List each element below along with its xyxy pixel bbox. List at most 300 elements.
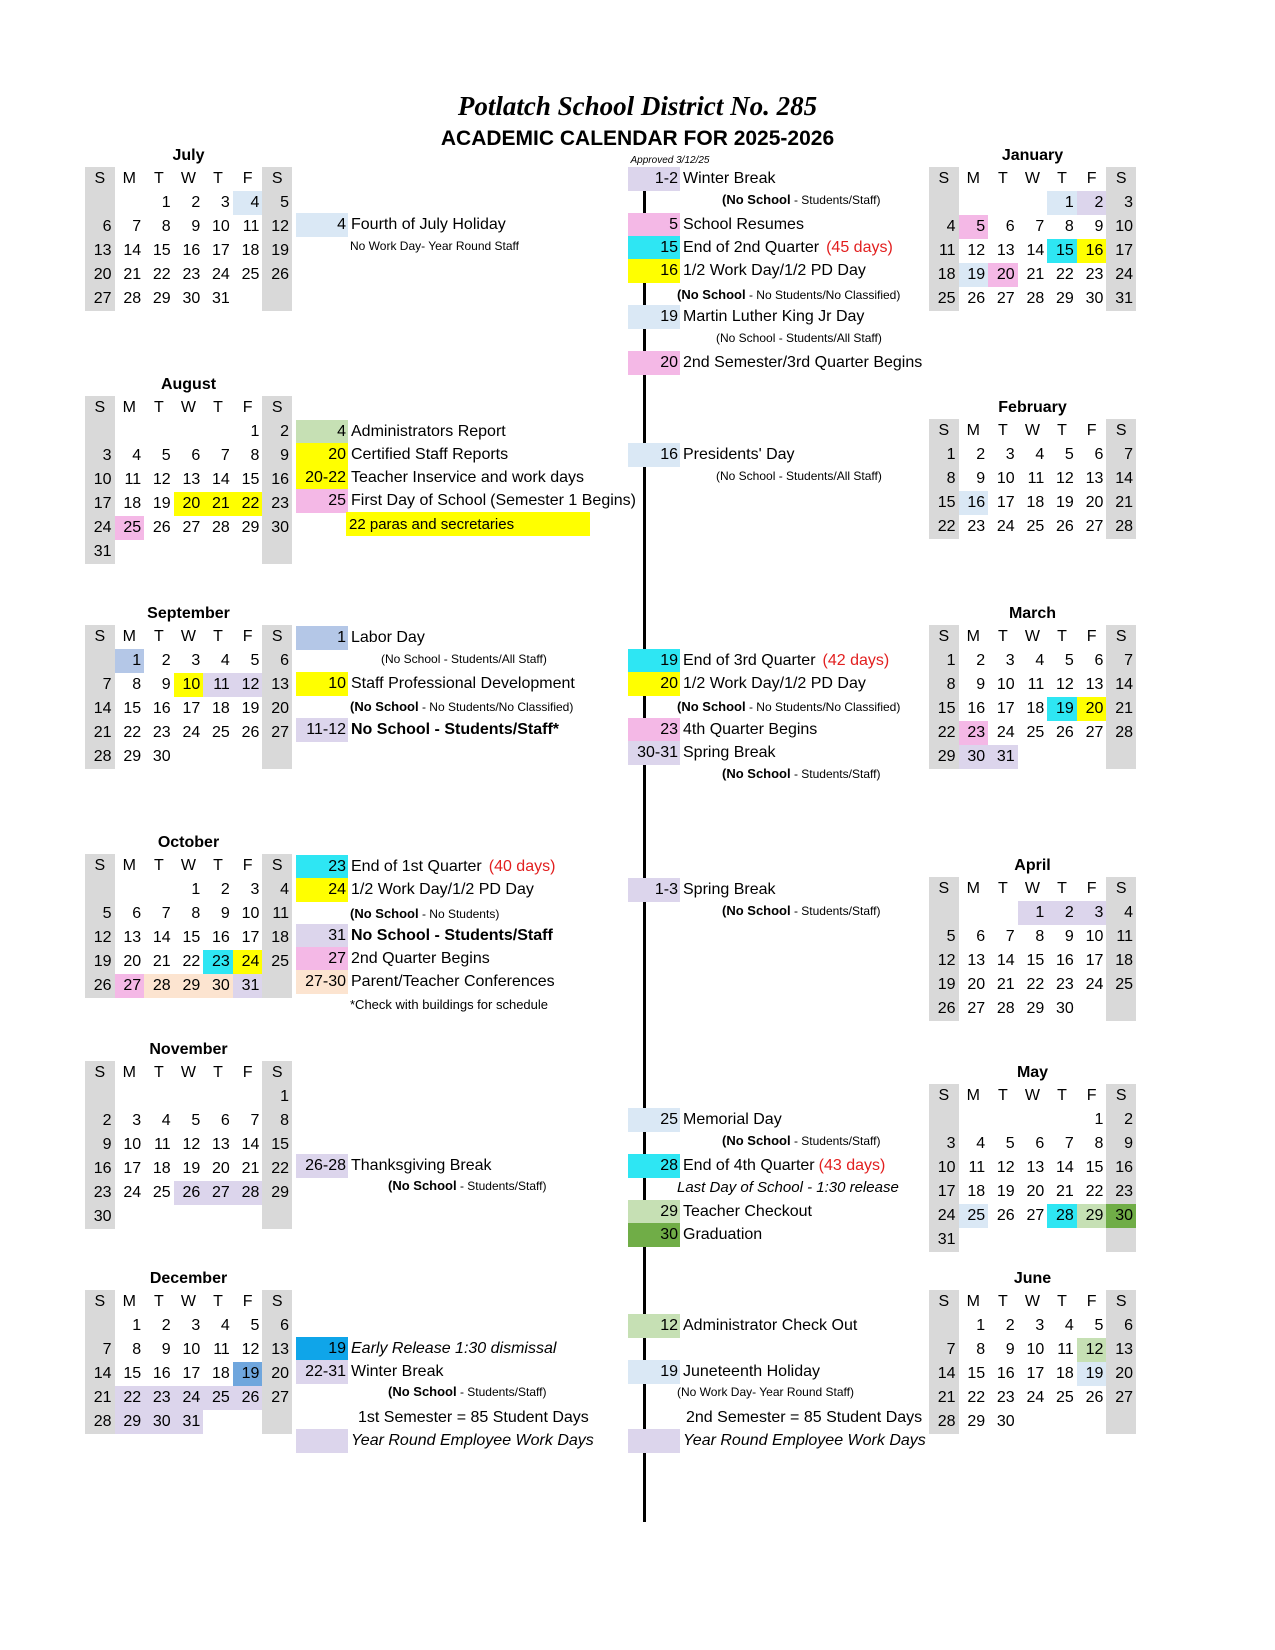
day-cell: 19 [182,1160,201,1177]
weekday-label: S [929,1290,959,1314]
event-thanksgiving [296,1154,492,1178]
event-paras-secretaries [346,512,590,536]
day-cell: 8 [250,447,260,464]
week-row [929,1132,1136,1156]
day-cell: 24 [1106,263,1136,287]
event-certified-staff-reports [296,443,508,467]
day-cell: 23 [144,1386,174,1410]
day-cell: 31 [929,1228,959,1252]
day-cell: 10 [174,673,204,697]
note-rest: - Students/Staff) [456,1179,547,1193]
event-first-day-of-school [296,489,636,513]
event-label: 1/2 Work Day/1/2 PD Day [351,881,534,898]
empty-cell [174,1205,204,1229]
empty-cell [115,540,145,564]
month-february [929,397,1136,539]
empty-cell [988,901,1018,925]
day-cell: 18 [967,1183,986,1200]
week-row [929,925,1136,949]
week-row [85,1314,292,1338]
page-title: Potlatch School District No. 285 [457,91,818,121]
day-cell: 5 [1064,652,1074,669]
day-cell: 5 [85,902,115,926]
week-row [85,745,292,769]
day-cell: 29 [929,745,959,769]
weekday-label: T [154,628,164,645]
event-label: Martin Luther King Jr Day [683,308,865,325]
day-cell: 3 [1005,446,1015,463]
week-row [85,950,292,974]
day-cell: 11 [1027,470,1045,487]
day-cell: 27 [1085,724,1104,741]
day-cell: 6 [191,447,201,464]
week-row [85,974,292,998]
empty-cell [929,901,959,925]
weekday-label: F [242,170,253,187]
day-cell: 27 [182,519,201,536]
month-december [85,1268,292,1434]
empty-cell [115,1085,145,1109]
week-row [85,263,292,287]
day-cell: 10 [241,905,260,922]
event-early-release [296,1337,556,1361]
legend-swatch [628,1429,680,1453]
weekday-label: M [122,1064,136,1081]
note-rest: - Students/Staff) [790,767,881,781]
day-cell: 5 [959,215,989,239]
week-row [929,973,1136,997]
empty-cell [1047,1410,1077,1434]
note-bold: (No School [722,1133,791,1148]
note-rest: - No Students/No Classified) [745,288,901,302]
day-cell: 2 [161,652,171,669]
day-cell: 17 [241,929,260,946]
event-label: 2nd Semester/3rd Quarter Begins [683,354,923,371]
day-cell: 13 [1085,676,1104,693]
empty-cell [115,191,145,215]
day-cell: 19 [152,495,171,512]
event-date: 4 [296,213,348,237]
event-note: Last Day of School - 1:30 release [677,1179,899,1196]
day-cell: 12 [152,471,171,488]
weekday-label: W [180,1293,197,1310]
event-winter-break-jan [628,167,775,191]
month-grid [85,625,292,769]
semester-1-total: 1st Semester = 85 Student Days [358,1409,589,1426]
note-rest: - Students/Staff) [456,1385,547,1399]
day-cell: 10 [996,470,1015,487]
day-cell: 31 [988,745,1018,769]
day-cell: 1 [250,423,260,440]
day-cell: 26 [152,519,171,536]
day-cell: 23 [959,721,989,745]
empty-cell [144,420,174,444]
weekday-label: F [1086,422,1097,439]
day-cell: 16 [1056,952,1074,969]
legend-year-round-2 [628,1429,926,1453]
day-cell: 18 [212,1365,230,1382]
day-cell: 26 [967,290,986,307]
week-row [85,1181,292,1205]
day-cell: 21 [85,1386,115,1410]
empty-cell [144,540,174,564]
week-row [85,1205,292,1229]
day-cell: 3 [929,1132,959,1156]
weekday-label: T [213,1293,223,1310]
day-cell: 9 [976,676,986,693]
event-date: 19 [628,649,680,673]
week-row [929,515,1136,539]
day-cell: 24 [233,950,263,974]
day-cell: 18 [1056,1365,1074,1382]
week-row [929,949,1136,973]
empty-cell [929,191,959,215]
day-cell: 1 [161,194,171,211]
day-cell: 31 [85,540,115,564]
day-cell: 26 [241,724,260,741]
event-note [677,287,900,303]
day-cell: 11 [1057,1341,1074,1358]
day-cell: 20 [123,953,142,970]
event-winter-break-dec [296,1360,443,1384]
day-cell: 10 [182,1341,201,1358]
day-cell: 24 [182,724,201,741]
week-row [85,697,292,721]
event-note: (No Work Day- Year Round Staff) [677,1385,854,1399]
weekday-label: T [213,1064,223,1081]
day-cell: 20 [1077,697,1107,721]
weekday-label: S [929,1084,959,1108]
day-cell: 22 [182,953,201,970]
day-cell: 7 [1106,443,1136,467]
event-label: Early Release 1:30 dismissal [351,1340,557,1357]
day-cell: 23 [996,1389,1015,1406]
weekday-label: S [85,167,115,191]
empty-cell [174,420,204,444]
day-cell: 12 [1056,470,1074,487]
day-cell: 7 [85,1338,115,1362]
day-cell: 9 [191,218,201,235]
empty-cell [144,878,174,902]
weekday-label: T [1057,880,1067,897]
event-days: (43 days) [818,1157,886,1174]
week-row [929,191,1136,215]
day-cell: 29 [152,290,171,307]
month-name: May [1016,1064,1049,1081]
day-cell: 23 [967,518,986,535]
weekday-label: S [929,419,959,443]
day-cell: 21 [203,492,233,516]
day-cell: 15 [152,242,171,259]
day-cell: 26 [1056,724,1074,741]
week-row [929,1338,1136,1362]
day-cell: 29 [262,1181,292,1205]
day-cell: 11 [154,1136,171,1153]
day-cell: 21 [241,1160,260,1177]
month-name: February [998,399,1067,416]
event-note [388,1384,546,1400]
day-cell: 7 [1106,649,1136,673]
empty-cell [233,1205,263,1229]
month-grid [85,1290,292,1434]
event-end-q4 [628,1154,885,1178]
legend-label: Year Round Employee Work Days [351,1432,594,1449]
day-cell: 21 [123,266,142,283]
day-cell: 4 [1064,1317,1074,1334]
empty-cell [262,287,292,311]
day-cell: 1 [132,1317,142,1334]
day-cell: 18 [1026,494,1045,511]
note-bold: (No School [722,903,791,918]
week-row [929,1204,1136,1228]
empty-cell [85,420,115,444]
event-date: 10 [296,672,348,696]
month-grid [929,419,1136,539]
empty-cell [1018,1228,1048,1252]
day-cell: 19 [85,950,115,974]
day-cell: 22 [262,1157,292,1181]
event-label: Parent/Teacher Conferences [351,973,555,990]
day-cell: 16 [85,1157,115,1181]
day-cell: 2 [1077,191,1107,215]
day-cell: 10 [1026,1341,1045,1358]
event-semester-2-begins [628,351,922,375]
day-cell: 3 [1005,652,1015,669]
week-row [85,1109,292,1133]
event-half-work-day-mar [628,672,866,696]
empty-cell [262,540,292,564]
day-cell: 1 [1094,1111,1104,1128]
day-cell: 27 [996,290,1015,307]
event-date: 23 [296,855,348,879]
day-cell: 27 [85,287,115,311]
event-date: 1-3 [628,878,680,902]
day-cell: 7 [1005,928,1015,945]
event-note [677,699,900,715]
page-subtitle: ACADEMIC CALENDAR FOR 2025-2026 [440,127,835,150]
day-cell: 9 [1094,218,1104,235]
week-row [929,491,1136,515]
empty-cell [203,1410,233,1434]
event-date: 16 [628,443,680,467]
day-cell: 7 [85,673,115,697]
week-row [929,1410,1136,1434]
day-cell: 2 [976,446,986,463]
day-cell: 2 [191,194,201,211]
day-cell: 8 [1094,1135,1104,1152]
day-cell: 15 [123,700,142,717]
day-cell: 13 [262,673,292,697]
empty-cell [233,287,263,311]
day-cell: 10 [929,1156,959,1180]
event-date: 29 [628,1200,680,1224]
event-date: 19 [628,305,680,329]
day-cell: 24 [1026,1389,1045,1406]
day-cell: 16 [1106,1156,1136,1180]
day-cell: 12 [241,1341,260,1358]
event-label: Teacher Checkout [683,1203,812,1220]
day-cell: 5 [262,191,292,215]
weekday-label: F [1086,1087,1097,1104]
event-label: 2nd Quarter Begins [351,950,490,967]
day-cell: 9 [161,1341,171,1358]
day-cell: 13 [1026,1159,1045,1176]
day-cell: 6 [1035,1135,1045,1152]
day-cell: 14 [929,1362,959,1386]
day-cell: 19 [1077,1362,1107,1386]
day-cell: 12 [929,949,959,973]
day-cell: 16 [262,468,292,492]
day-cell: 1 [929,649,959,673]
empty-cell [988,1228,1018,1252]
day-cell: 5 [929,925,959,949]
month-september [85,603,292,769]
day-cell: 4 [929,215,959,239]
event-note [722,903,880,919]
month-name: April [1014,857,1051,874]
day-cell: 3 [1106,191,1136,215]
day-cell: 17 [85,492,115,516]
week-row [929,1314,1136,1338]
day-cell: 16 [1077,239,1107,263]
day-cell: 4 [161,1112,171,1129]
month-name: November [149,1041,228,1058]
day-cell: 17 [929,1180,959,1204]
weekday-label: M [966,170,980,187]
weekday-label: W [180,857,197,874]
day-cell: 22 [152,266,171,283]
day-cell: 2 [220,881,230,898]
day-cell: 17 [123,1160,142,1177]
empty-cell [233,1085,263,1109]
day-cell: 25 [1106,973,1136,997]
event-date: 20 [628,672,680,696]
day-cell: 11 [929,239,959,263]
note-rest: - Students/Staff) [790,193,881,207]
event-days: (45 days) [826,239,893,256]
event-note: (No School - Students/All Staff) [716,469,882,483]
empty-cell [1106,1410,1136,1434]
day-cell: 8 [161,218,171,235]
event-date: 25 [628,1108,680,1132]
day-cell: 21 [929,1386,959,1410]
day-cell: 15 [262,1133,292,1157]
day-cell: 23 [1056,976,1074,993]
day-cell: 18 [212,700,230,717]
day-cell: 18 [123,495,142,512]
day-cell: 10 [85,468,115,492]
day-cell: 13 [996,242,1015,259]
week-row [929,1228,1136,1252]
note-bold: (No School [722,766,791,781]
event-q2-begins [296,947,490,971]
week-row [85,902,292,926]
event-no-school-oct [296,924,553,948]
day-cell: 5 [1005,1135,1015,1152]
weekday-label: M [966,422,980,439]
event-end-q1 [296,855,555,879]
weekday-label: W [180,170,197,187]
day-cell: 15 [929,697,959,721]
day-cell: 17 [996,494,1015,511]
weekday-label: F [242,1293,253,1310]
event-label: Graduation [683,1226,763,1243]
weekday-label: S [262,396,292,420]
day-cell: 19 [1056,494,1074,511]
day-cell: 31 [233,974,263,998]
day-cell: 16 [152,700,171,717]
day-cell: 1 [191,881,201,898]
day-cell: 25 [241,266,260,283]
month-grid [85,396,292,564]
day-cell: 8 [929,467,959,491]
week-row [929,287,1136,311]
event-note: (No School - Students/All Staff) [381,652,547,666]
month-april [929,855,1136,1021]
approved-date: Approved 3/12/25 [630,155,710,166]
day-cell: 15 [182,929,201,946]
day-cell: 1 [1047,191,1077,215]
day-cell: 16 [959,491,989,515]
day-cell: 20 [1106,1362,1136,1386]
day-cell: 6 [1094,652,1104,669]
weekday-label: F [242,399,253,416]
week-row [929,673,1136,697]
day-cell: 1 [929,443,959,467]
day-cell: 20 [262,1362,292,1386]
day-cell: 6 [976,928,986,945]
week-row [85,239,292,263]
empty-cell [1047,1108,1077,1132]
day-cell: 23 [152,724,171,741]
week-row [929,1108,1136,1132]
day-cell: 3 [191,652,201,669]
day-cell: 30 [1085,290,1104,307]
day-cell: 8 [132,1341,142,1358]
day-cell: 29 [1026,1000,1045,1017]
day-cell: 27 [967,1000,986,1017]
week-row [85,516,292,540]
weekday-label: F [1086,170,1097,187]
event-label: Certified Staff Reports [351,446,509,463]
day-cell: 4 [132,447,142,464]
weekday-label: M [966,1293,980,1310]
day-cell: 12 [967,242,986,259]
event-note [722,1133,880,1149]
day-cell: 17 [182,700,201,717]
event-date: 15 [628,236,680,260]
day-cell: 21 [85,721,115,745]
day-cell: 4 [220,1317,230,1334]
day-cell: 23 [203,950,233,974]
day-cell: 12 [262,215,292,239]
event-memorial-day [628,1108,782,1132]
event-date: 1-2 [628,167,680,191]
month-august [85,374,292,564]
day-cell: 14 [85,1362,115,1386]
month-march [929,603,1136,769]
day-cell: 13 [967,952,986,969]
weekday-label: T [213,628,223,645]
month-name: July [172,147,205,164]
empty-cell [203,540,233,564]
week-row [929,745,1136,769]
day-cell: 15 [1026,952,1045,969]
week-row [85,878,292,902]
day-cell: 27 [1106,1386,1136,1410]
event-date: 19 [628,1360,680,1384]
day-cell: 26 [85,974,115,998]
